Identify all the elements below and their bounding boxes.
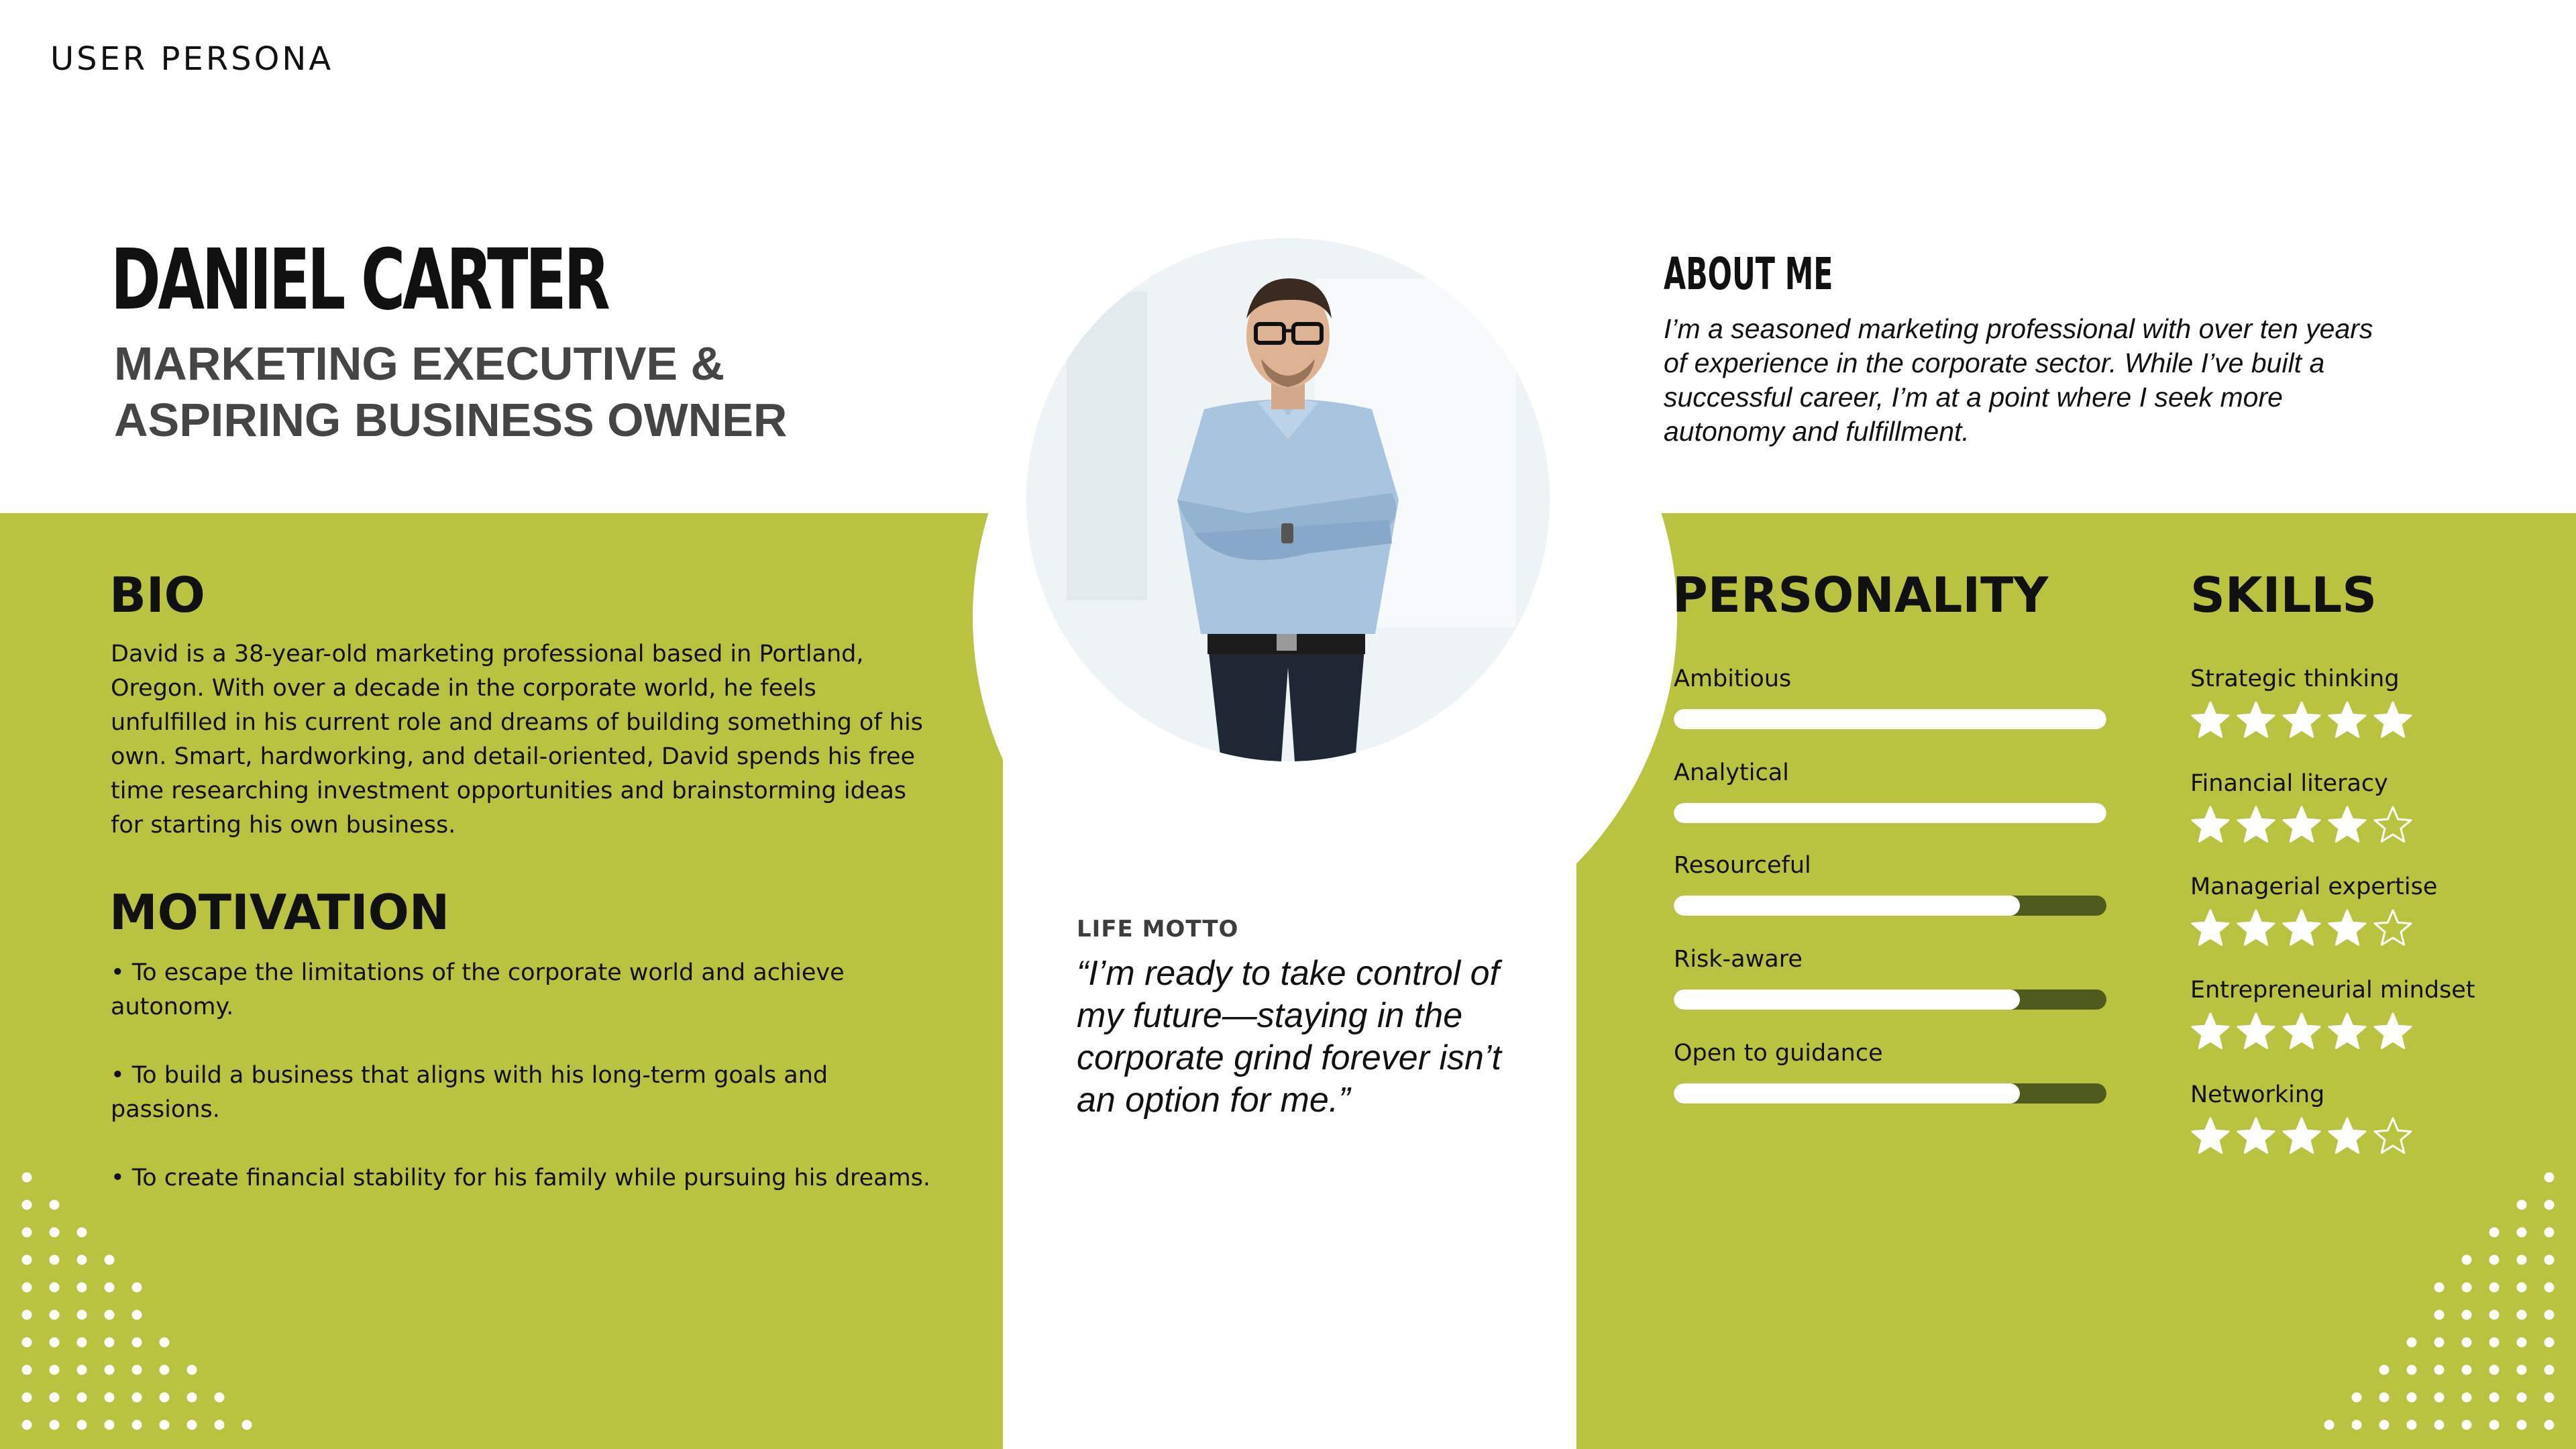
decor-dot — [22, 1255, 32, 1265]
decor-dot — [105, 1420, 115, 1430]
star-filled-icon — [2327, 805, 2367, 845]
star-empty-icon — [2373, 1116, 2413, 1157]
decor-dot — [50, 1420, 60, 1430]
decor-dot — [2434, 1365, 2445, 1375]
decor-dot — [22, 1173, 32, 1183]
decor-dot — [2462, 1283, 2472, 1293]
trait-row — [1674, 759, 2110, 823]
decor-dot — [2544, 1310, 2555, 1320]
star-filled-icon — [2190, 700, 2231, 741]
star-filled-icon — [2327, 1116, 2367, 1157]
decor-dot — [2434, 1338, 2445, 1348]
decor-dot — [2462, 1393, 2472, 1403]
decor-dot — [77, 1338, 87, 1348]
decor-dot — [2407, 1365, 2417, 1375]
decor-dot — [187, 1393, 197, 1403]
skill-row — [2190, 873, 2539, 949]
decor-dot — [22, 1365, 32, 1375]
decor-dot — [2407, 1338, 2417, 1348]
decor-dot — [2434, 1393, 2445, 1403]
decor-dot — [50, 1393, 60, 1403]
trait-bar — [1674, 709, 2106, 729]
decor-dot — [2517, 1365, 2527, 1375]
decor-dot — [2544, 1228, 2555, 1238]
decor-dot — [160, 1338, 170, 1348]
skill-label: Entrepreneurial mindset — [2190, 977, 2475, 1004]
decor-dot — [2352, 1420, 2362, 1430]
decor-dot — [50, 1338, 60, 1348]
decor-dot — [2462, 1255, 2472, 1265]
decor-dot — [2407, 1420, 2417, 1430]
decor-dot — [2544, 1420, 2555, 1430]
decor-dot — [2489, 1420, 2500, 1430]
personality-title: PERSONALITY — [1672, 567, 2049, 623]
skill-row — [2190, 977, 2539, 1052]
decor-dot — [2544, 1393, 2555, 1403]
decor-dot — [22, 1200, 32, 1210]
decor-dot — [2517, 1283, 2527, 1293]
trait-row — [1674, 665, 2110, 729]
star-filled-icon — [2236, 1116, 2276, 1157]
star-empty-icon — [2373, 908, 2413, 949]
star-filled-icon — [2236, 805, 2276, 845]
decor-dot — [2462, 1420, 2472, 1430]
decor-dot — [77, 1393, 87, 1403]
decor-dot — [2489, 1393, 2500, 1403]
trait-label: Resourceful — [1674, 852, 1811, 879]
decor-dot — [2544, 1338, 2555, 1348]
star-filled-icon — [2327, 1012, 2367, 1052]
decor-dot — [242, 1420, 252, 1430]
decor-dot — [2544, 1200, 2555, 1210]
decor-dot — [2517, 1338, 2527, 1348]
motto-text: “I’m ready to take control of my future—staying in the corporate grind forever isn’t an option for me.” — [1077, 954, 1501, 1120]
decor-dot — [2379, 1393, 2390, 1403]
trait-bar-fill — [1674, 989, 2020, 1010]
decor-dot — [77, 1228, 87, 1238]
decor-dot — [132, 1420, 142, 1430]
decor-dot — [22, 1310, 32, 1320]
decor-dot — [132, 1283, 142, 1293]
decor-dot — [22, 1393, 32, 1403]
decor-dot — [2517, 1228, 2527, 1238]
star-filled-icon — [2327, 700, 2367, 741]
trait-label: Risk-aware — [1674, 946, 1803, 973]
decor-dot — [77, 1365, 87, 1375]
dot-pattern-right — [2281, 1167, 2563, 1436]
trait-bar — [1674, 803, 2106, 823]
decor-dot — [2434, 1283, 2445, 1293]
star-filled-icon — [2327, 908, 2367, 949]
skill-row — [2190, 1081, 2539, 1157]
star-filled-icon — [2373, 1012, 2413, 1052]
decor-dot — [77, 1283, 87, 1293]
skill-label: Financial literacy — [2190, 770, 2388, 797]
about-title: ABOUT ME — [1664, 248, 1833, 300]
decor-dot — [105, 1365, 115, 1375]
decor-dot — [105, 1283, 115, 1293]
decor-dot — [22, 1338, 32, 1348]
trait-row — [1674, 1040, 2110, 1104]
star-filled-icon — [2282, 700, 2322, 741]
decor-dot — [2489, 1338, 2500, 1348]
star-filled-icon — [2190, 1116, 2231, 1157]
decor-dot — [105, 1393, 115, 1403]
decor-dot — [22, 1228, 32, 1238]
decor-dot — [2324, 1420, 2334, 1430]
decor-dot — [77, 1420, 87, 1430]
star-filled-icon — [2190, 805, 2231, 845]
decor-dot — [105, 1255, 115, 1265]
decor-dot — [132, 1338, 142, 1348]
decor-dot — [105, 1338, 115, 1348]
motto-label: LIFE MOTTO — [1077, 916, 1239, 943]
skill-row — [2190, 770, 2539, 845]
trait-bar — [1674, 1083, 2106, 1104]
decor-dot — [2489, 1228, 2500, 1238]
decor-dot — [2434, 1310, 2445, 1320]
decor-dot — [132, 1310, 142, 1320]
skills-title: SKILLS — [2190, 567, 2377, 623]
decor-dot — [50, 1200, 60, 1210]
decor-dot — [187, 1365, 197, 1375]
persona-portrait — [1026, 238, 1550, 761]
decor-dot — [132, 1393, 142, 1403]
decor-dot — [2517, 1393, 2527, 1403]
star-filled-icon — [2282, 1116, 2322, 1157]
trait-row — [1674, 946, 2110, 1010]
motivation-item: • To escape the limitations of the corporate world and achieve autonomy. — [111, 959, 845, 1020]
skill-rating — [2190, 1012, 2539, 1052]
decor-dot — [2544, 1283, 2555, 1293]
decor-dot — [2489, 1310, 2500, 1320]
decor-dot — [2462, 1310, 2472, 1320]
star-filled-icon — [2282, 908, 2322, 949]
motivation-title: MOTIVATION — [109, 884, 450, 941]
decor-dot — [22, 1283, 32, 1293]
trait-label: Ambitious — [1674, 665, 1792, 692]
document-label: USER PERSONA — [50, 40, 334, 78]
trait-bar-fill — [1674, 896, 2020, 916]
decor-dot — [50, 1283, 60, 1293]
decor-dot — [2544, 1365, 2555, 1375]
star-filled-icon — [2190, 1012, 2231, 1052]
skill-rating — [2190, 1116, 2539, 1157]
decor-dot — [2517, 1255, 2527, 1265]
star-filled-icon — [2282, 805, 2322, 845]
persona-role: MARKETING EXECUTIVE & ASPIRING BUSINESS OWNER — [114, 337, 788, 446]
star-filled-icon — [2236, 908, 2276, 949]
decor-dot — [2489, 1283, 2500, 1293]
trait-bar — [1674, 896, 2106, 916]
decor-dot — [2462, 1338, 2472, 1348]
decor-dot — [2517, 1420, 2527, 1430]
decor-dot — [2517, 1200, 2527, 1210]
decor-dot — [215, 1420, 225, 1430]
dot-pattern-left — [17, 1167, 299, 1436]
decor-dot — [2407, 1393, 2417, 1403]
decor-dot — [2434, 1420, 2445, 1430]
skill-rating — [2190, 805, 2539, 845]
decor-dot — [2462, 1365, 2472, 1375]
skill-label: Strategic thinking — [2190, 665, 2400, 692]
star-filled-icon — [2236, 700, 2276, 741]
decor-dot — [160, 1420, 170, 1430]
trait-label: Analytical — [1674, 759, 1789, 786]
trait-label: Open to guidance — [1674, 1040, 1883, 1067]
decor-dot — [50, 1310, 60, 1320]
persona-name: DANIEL CARTER — [111, 231, 608, 329]
decor-dot — [22, 1420, 32, 1430]
skill-row — [2190, 665, 2539, 741]
decor-dot — [77, 1255, 87, 1265]
trait-bar-fill — [1674, 803, 2106, 823]
decor-dot — [2544, 1173, 2555, 1183]
star-empty-icon — [2373, 805, 2413, 845]
decor-dot — [2489, 1365, 2500, 1375]
decor-dot — [160, 1365, 170, 1375]
decor-dot — [50, 1365, 60, 1375]
skill-label: Networking — [2190, 1081, 2325, 1108]
trait-bar-fill — [1674, 709, 2106, 729]
decor-dot — [50, 1228, 60, 1238]
trait-row — [1674, 852, 2110, 916]
skill-label: Managerial expertise — [2190, 873, 2438, 900]
decor-dot — [77, 1310, 87, 1320]
star-filled-icon — [2373, 700, 2413, 741]
decor-dot — [187, 1420, 197, 1430]
decor-dot — [132, 1365, 142, 1375]
decor-dot — [2489, 1255, 2500, 1265]
decor-dot — [2517, 1310, 2527, 1320]
decor-dot — [215, 1393, 225, 1403]
about-text: I’m a seasoned marketing professional with over ten years of experience in the corporate sector. While I’ve built a successful career, I’m at a point where I seek more autonomy and fulfillment. — [1664, 313, 2373, 447]
decor-dot — [2379, 1365, 2390, 1375]
motivation-item: • To create financial stability for his family while pursuing his dreams. — [111, 1165, 931, 1191]
trait-bar — [1674, 989, 2106, 1010]
decor-dot — [50, 1255, 60, 1265]
decor-dot — [105, 1310, 115, 1320]
trait-bar-fill — [1674, 1083, 2020, 1104]
portrait-illustration — [1026, 238, 1550, 761]
bio-text: David is a 38-year-old marketing professional based in Portland, Oregon. With over a decade in the corporate world, he feels unfulfilled in his current role and dreams of building something of his own. Smart, hardworking, and detail-oriented, David spends his free time researching investment opportunities and brainstorming ideas for starting his own business. — [111, 641, 923, 839]
decor-dot — [2379, 1420, 2390, 1430]
star-filled-icon — [2190, 908, 2231, 949]
motivation-item: • To build a business that aligns with his long-term goals and passions. — [111, 1062, 828, 1123]
decor-dot — [160, 1393, 170, 1403]
star-filled-icon — [2236, 1012, 2276, 1052]
skill-rating — [2190, 908, 2539, 949]
decor-dot — [2352, 1393, 2362, 1403]
star-filled-icon — [2282, 1012, 2322, 1052]
decor-dot — [2544, 1255, 2555, 1265]
bio-title: BIO — [109, 567, 205, 623]
skill-rating — [2190, 700, 2539, 741]
